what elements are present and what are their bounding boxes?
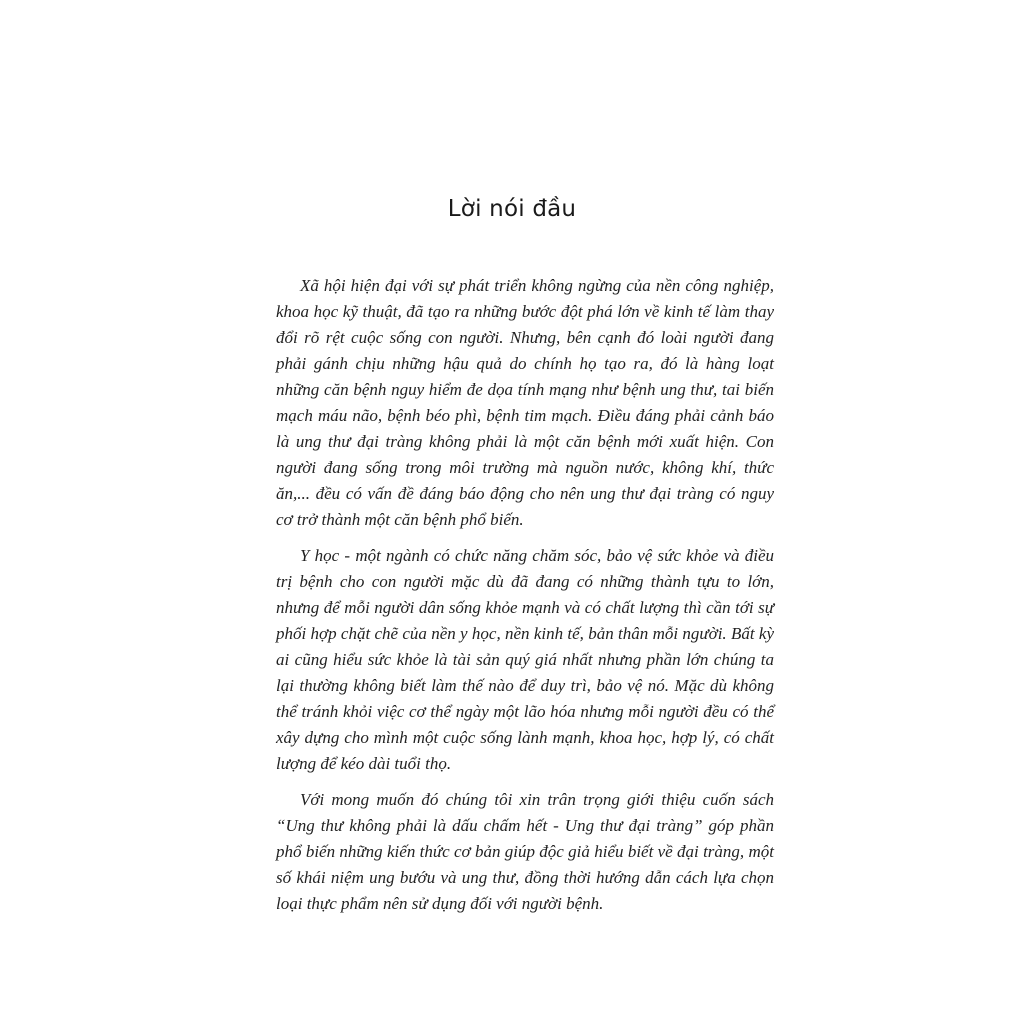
paragraph-1: Xã hội hiện đại với sự phát triển không ngừng của nền công nghiệp, khoa học kỹ thuật, đã tạo ra những bước đột phá lớn về kinh tế làm thay đổi rõ rệt cuộc sống con người. Nhưng, bên cạnh đó loài người đang phải gánh chịu những hậu quả do chính họ tạo ra, đó là hàng loạt những căn bệnh nguy hiểm đe dọa tính mạng như bệnh ung thư, tai biến mạch máu não, bệnh béo phì, bệnh tim mạch. Điều đáng phải cảnh báo là ung thư đại tràng không phải là một căn bệnh mới xuất hiện. Con người đang sống trong môi trường mà nguồn nước, không khí, thức ăn,... đều có vấn đề đáng báo động cho nên ung thư đại tràng có nguy cơ trở thành một căn bệnh phổ biến. [276,276,774,529]
page-title: Lời nói đầu [447,196,577,222]
preface-body [276,273,774,927]
paragraph-2: Y học - một ngành có chức năng chăm sóc, bảo vệ sức khỏe và điều trị bệnh cho con người mặc dù đã đang có những thành tựu to lớn, nhưng để mỗi người dân sống khỏe mạnh và có chất lượng thì cần tới sự phối hợp chặt chẽ của nền y học, nền kinh tế, bản thân mỗi người. Bất kỳ ai cũng hiểu sức khỏe là tài sản quý giá nhất nhưng phần lớn chúng ta lại thường không biết làm thế nào để duy trì, bảo vệ nó. Mặc dù không thể tránh khỏi việc cơ thể ngày một lão hóa nhưng mỗi người đều có thể xây dựng cho mình một cuộc sống lành mạnh, khoa học, hợp lý, có chất lượng để kéo dài tuổi thọ. [276,546,774,773]
paragraph-3: Với mong muốn đó chúng tôi xin trân trọng giới thiệu cuốn sách “Ung thư không phải là dấu chấm hết - Ung thư đại tràng” góp phần phổ biến những kiến thức cơ bản giúp độc giả hiểu biết về đại tràng, một số khái niệm ung bướu và ung thư, đồng thời hướng dẫn cách lựa chọn loại thực phẩm nên sử dụng đối với người bệnh. [276,790,774,913]
